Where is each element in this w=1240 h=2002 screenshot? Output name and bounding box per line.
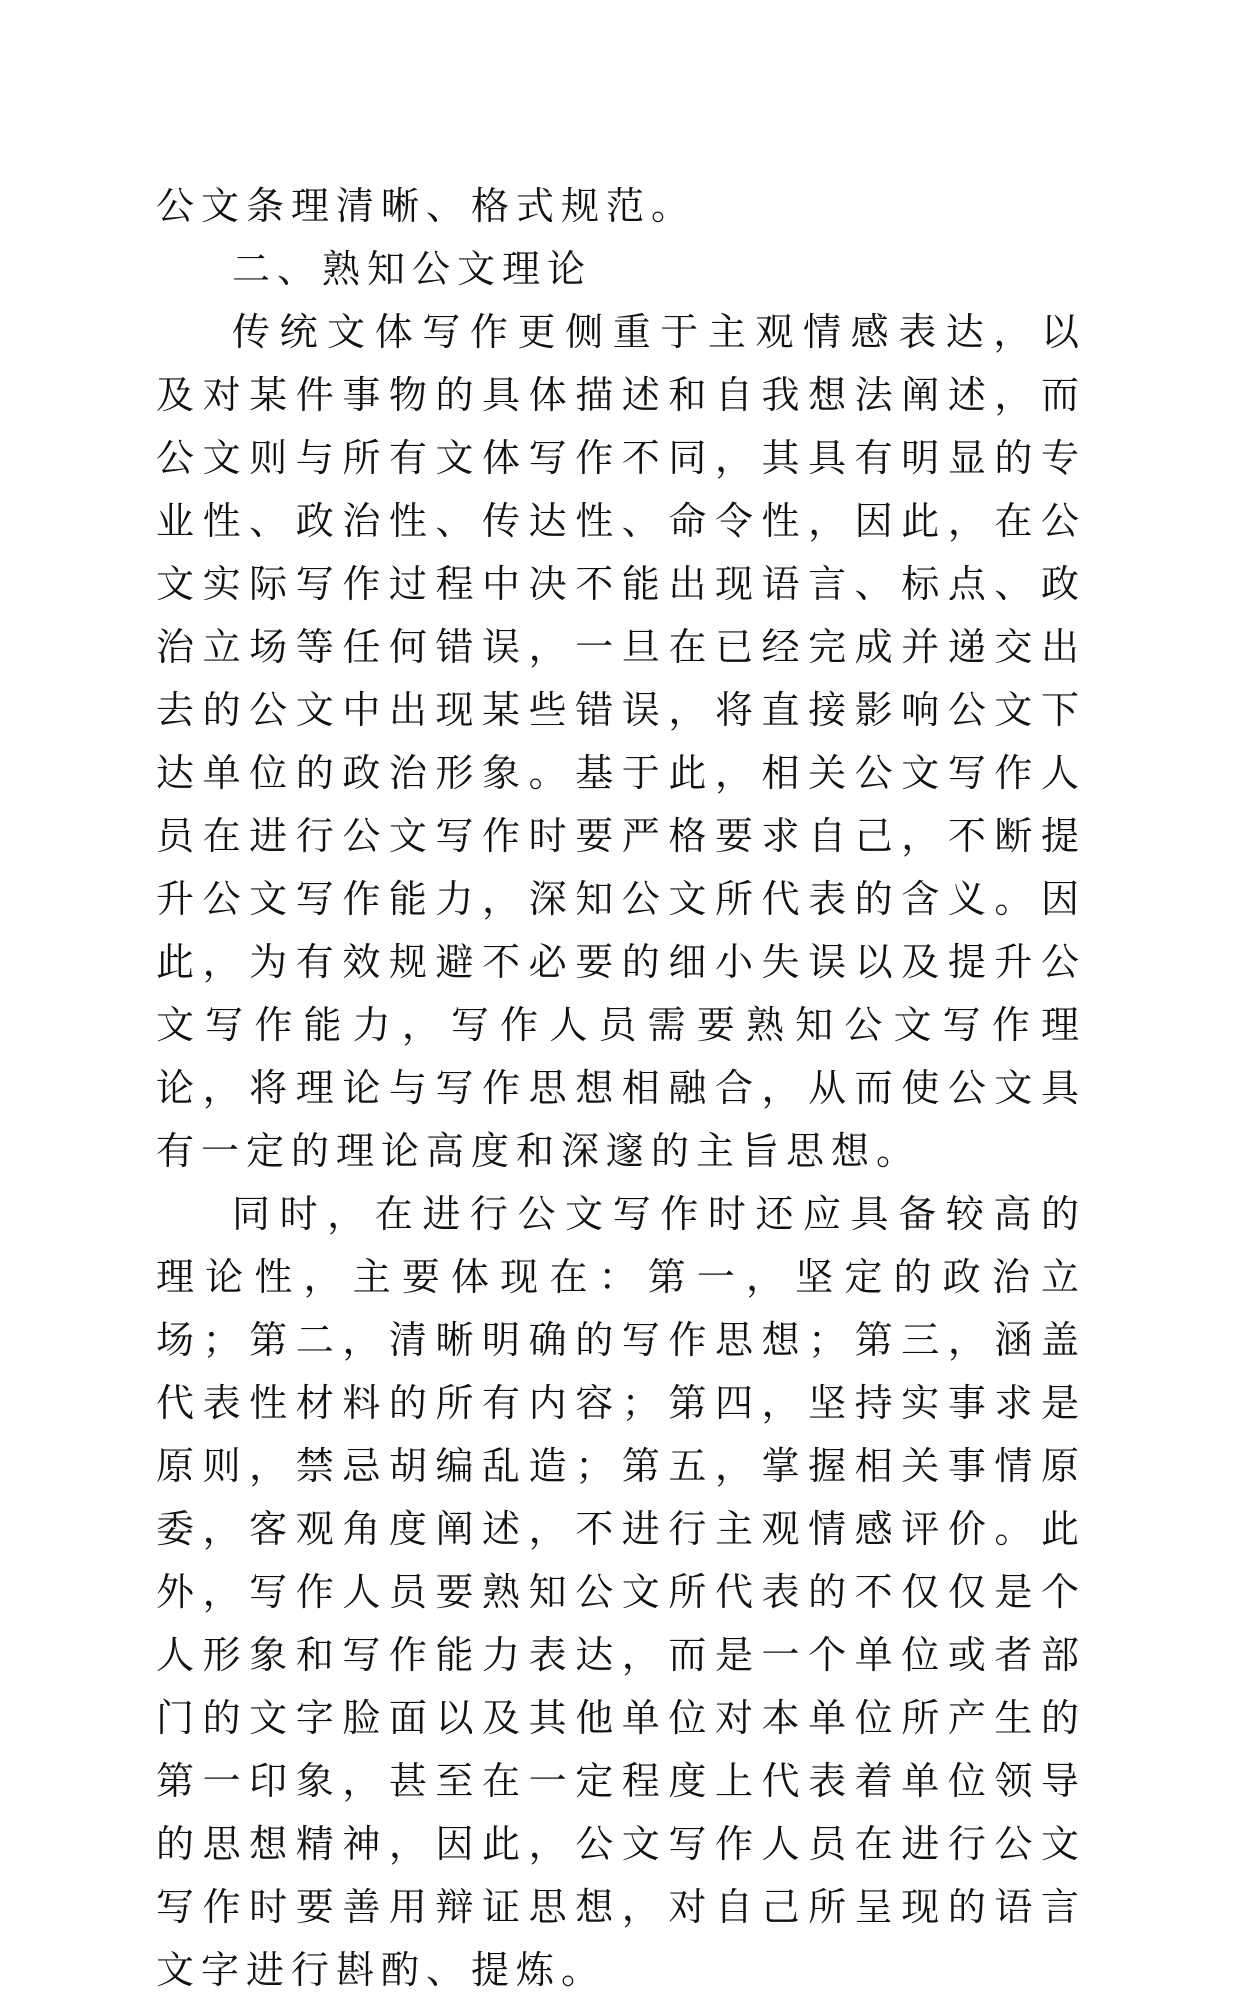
- document-body: [156, 175, 1086, 2002]
- continuation-text: 公文条理清晰、格式规范。: [156, 184, 697, 228]
- section-heading: 二、熟知公文理论: [232, 247, 593, 291]
- paragraph-1: 传统文体写作更侧重于主观情感表达，以及对某件事物的具体描述和自我想法阐述，而公文则与所有文体写作不同，其具有明显的专业性、政治性、传达性、命令性，因此，在公文实际写作过程中决不能出现语言、标点、政治立场等任何错误，一旦在已经完成并递交出去的公文中出现某些错误，将直接影响公文下达单位的政治形象。基于此，相关公文写作人员在进行公文写作时要严格要求自己，不断提升公文写作能力，深知公文所代表的含义。因此，为有效规避不必要的细小失误以及提升公文写作能力，写作人员需要熟知公文写作理论，将理论与写作思想相融合，从而使公文具有一定的理论高度和深邃的主旨思想。: [156, 310, 1086, 1173]
- paragraph-2: 同时，在进行公文写作时还应具备较高的理论性，主要体现在：第一，坚定的政治立场；第二，清晰明确的写作思想；第三，涵盖代表性材料的所有内容；第四，坚持实事求是原则，禁忌胡编乱造；第五，掌握相关事情原委，客观角度阐述，不进行主观情感评价。此外，写作人员要熟知公文所代表的不仅仅是个人形象和写作能力表达，而是一个单位或者部门的文字脸面以及其他单位对本单位所产生的第一印象，甚至在一定程度上代表着单位领导的思想精神，因此，公文写作人员在进行公文写作时要善用辩证思想，对自己所呈现的语言文字进行斟酌、提炼。: [156, 1192, 1086, 1992]
